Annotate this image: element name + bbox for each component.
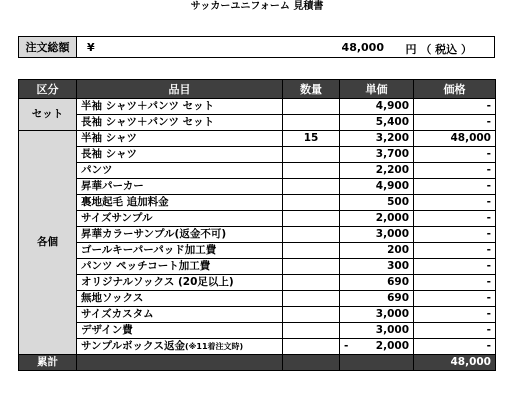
category-cell: 各個 — [19, 131, 77, 355]
item-name: 長袖 シャツ＋パンツ セット — [81, 116, 215, 128]
sum-row — [19, 355, 496, 371]
quantity-cell — [283, 307, 340, 323]
price-cell: - — [414, 307, 496, 323]
table-row — [19, 291, 496, 307]
unit-price-cell — [340, 163, 414, 179]
header-quantity: 数量 — [283, 80, 340, 99]
item-name: 昇華パーカー — [81, 180, 144, 192]
quantity-cell — [283, 99, 340, 115]
table-row — [19, 227, 496, 243]
item-cell — [77, 323, 283, 339]
quantity-cell — [283, 211, 340, 227]
item-cell — [77, 163, 283, 179]
quantity-cell — [283, 147, 340, 163]
unit-price-value: 3,700 — [375, 148, 409, 160]
unit-price-value: 300 — [387, 260, 409, 272]
unit-price-value: 2,200 — [375, 164, 409, 176]
unit-price-cell — [340, 99, 414, 115]
quantity-cell — [283, 323, 340, 339]
unit-price-value: 200 — [387, 244, 409, 256]
unit-price-value: 3,000 — [375, 324, 409, 336]
unit-price-cell — [340, 243, 414, 259]
item-name: 無地ソックス — [81, 292, 144, 304]
unit-price-value: 3,200 — [375, 132, 409, 144]
quantity-cell — [283, 291, 340, 307]
header-category: 区分 — [19, 80, 77, 99]
sum-label: 累計 — [19, 355, 77, 371]
order-total-amount: 48,000 — [341, 41, 384, 54]
table-row — [19, 131, 496, 147]
item-note: (※11着注文時) — [184, 342, 244, 351]
quantity-cell — [283, 179, 340, 195]
unit-price-cell — [340, 179, 414, 195]
table-row — [19, 179, 496, 195]
quantity-cell: 15 — [283, 131, 340, 147]
document-title: サッカーユニフォーム 見積書 — [190, 1, 324, 12]
order-total-box — [18, 36, 495, 58]
price-cell: - — [414, 323, 496, 339]
item-name: サンプルボックス返金 — [81, 340, 185, 352]
estimate-table — [18, 79, 496, 371]
unit-price-cell — [340, 259, 414, 275]
table-row — [19, 211, 496, 227]
price-cell: - — [414, 259, 496, 275]
item-cell — [77, 243, 283, 259]
item-cell — [77, 131, 283, 147]
item-cell — [77, 147, 283, 163]
table-row — [19, 243, 496, 259]
price-cell: - — [414, 115, 496, 131]
unit-price-value: 4,900 — [375, 100, 409, 112]
item-cell — [77, 195, 283, 211]
quantity-cell — [283, 259, 340, 275]
sum-value: 48,000 — [414, 355, 496, 371]
item-name: パンツ ペッチコート加工費 — [81, 260, 211, 272]
unit-price-value: 4,900 — [375, 180, 409, 192]
item-name: サイズカスタム — [81, 308, 154, 320]
price-cell: - — [414, 275, 496, 291]
unit-price-cell — [340, 115, 414, 131]
price-cell: - — [414, 243, 496, 259]
unit-price-cell — [340, 275, 414, 291]
unit-price-cell — [340, 147, 414, 163]
quantity-cell — [283, 227, 340, 243]
item-name: 裏地起毛 追加料金 — [81, 196, 169, 208]
table-row — [19, 339, 496, 355]
table-row — [19, 163, 496, 179]
table-body — [19, 99, 496, 355]
table-row — [19, 115, 496, 131]
header-unit-price: 単価 — [340, 80, 414, 99]
table-row — [19, 307, 496, 323]
sum-empty-cell — [340, 355, 414, 371]
unit-price-value: 2,000 — [375, 212, 409, 224]
table-row — [19, 147, 496, 163]
price-cell: - — [414, 211, 496, 227]
header-item: 品目 — [77, 80, 283, 99]
quantity-cell — [283, 163, 340, 179]
unit-price-cell — [340, 195, 414, 211]
item-name: サイズサンプル — [81, 212, 153, 224]
item-name: オリジナルソックス (20足以上) — [81, 276, 234, 288]
order-total-unit: 円 （ 税込 ） — [405, 43, 472, 56]
price-cell: - — [414, 339, 496, 355]
unit-price-value: 5,400 — [375, 116, 409, 128]
item-name: 半袖 シャツ — [81, 132, 137, 144]
unit-price-cell — [340, 307, 414, 323]
unit-price-value: 3,000 — [375, 228, 409, 240]
item-cell — [77, 115, 283, 131]
unit-price-value: 690 — [387, 276, 409, 288]
unit-price-value: 3,000 — [375, 308, 409, 320]
unit-price-value: 500 — [387, 196, 409, 208]
item-name: 半袖 シャツ＋パンツ セット — [81, 100, 215, 112]
order-total-value — [77, 37, 494, 57]
item-cell — [77, 211, 283, 227]
price-cell: - — [414, 291, 496, 307]
table-header-row — [19, 80, 496, 99]
item-cell — [77, 227, 283, 243]
item-name: 長袖 シャツ — [81, 148, 137, 160]
price-cell: - — [414, 163, 496, 179]
unit-price-value: 2,000 — [375, 340, 409, 352]
unit-price-cell — [340, 291, 414, 307]
unit-price-sign: - — [344, 340, 349, 352]
quantity-cell — [283, 243, 340, 259]
sum-empty-cell — [77, 355, 283, 371]
sum-empty-cell — [283, 355, 340, 371]
price-cell: - — [414, 179, 496, 195]
item-cell — [77, 291, 283, 307]
table-row — [19, 195, 496, 211]
item-name: ゴールキーパーパッド加工費 — [81, 244, 217, 256]
quantity-cell — [283, 195, 340, 211]
table-row — [19, 275, 496, 291]
unit-price-cell — [340, 339, 414, 355]
price-cell: - — [414, 227, 496, 243]
currency-symbol: ¥ — [87, 41, 95, 54]
table-row — [19, 99, 496, 115]
price-cell: - — [414, 195, 496, 211]
price-cell: - — [414, 99, 496, 115]
unit-price-cell — [340, 211, 414, 227]
quantity-cell — [283, 115, 340, 131]
item-cell — [77, 179, 283, 195]
unit-price-cell — [340, 131, 414, 147]
quantity-cell — [283, 339, 340, 355]
unit-price-value: 690 — [387, 292, 409, 304]
unit-price-cell — [340, 323, 414, 339]
header-price: 価格 — [414, 80, 496, 99]
item-cell — [77, 99, 283, 115]
price-cell: 48,000 — [414, 131, 496, 147]
order-total-label: 注文総額 — [19, 37, 77, 57]
item-cell — [77, 307, 283, 323]
item-name: パンツ — [81, 164, 113, 176]
item-name: 昇華カラーサンプル(返金不可) — [81, 228, 227, 240]
unit-price-cell — [340, 227, 414, 243]
table-row — [19, 259, 496, 275]
category-cell: セット — [19, 99, 77, 131]
item-name: デザイン費 — [81, 324, 133, 336]
item-cell — [77, 259, 283, 275]
price-cell: - — [414, 147, 496, 163]
item-cell — [77, 339, 283, 355]
table-row — [19, 323, 496, 339]
item-cell — [77, 275, 283, 291]
quantity-cell — [283, 275, 340, 291]
